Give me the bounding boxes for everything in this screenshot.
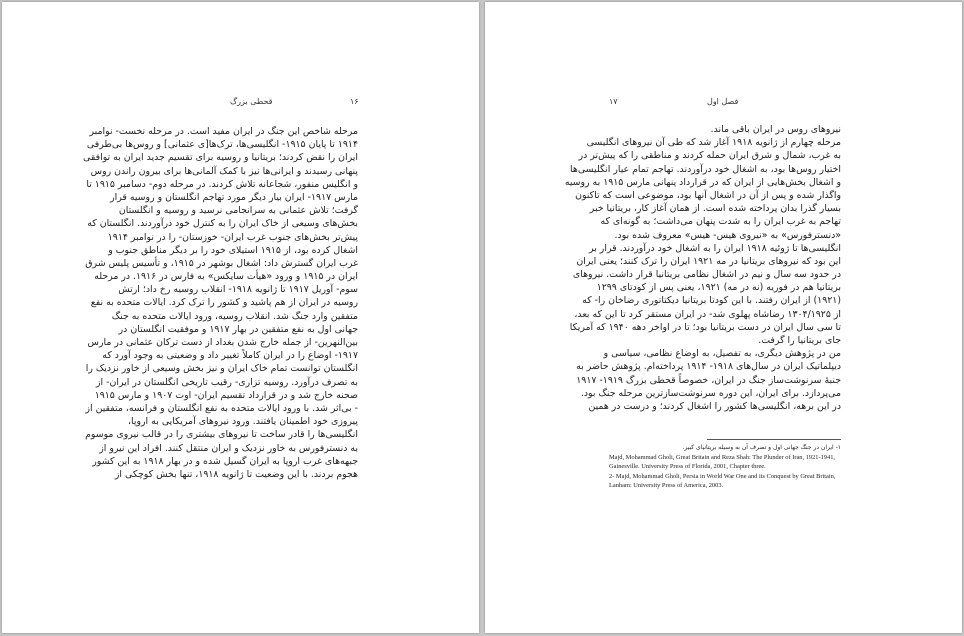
text-line: ۱۹۱۷- اوضاع را در ایران کاملاً تغییر داد و وضعیتی به وجود آورد که [102,350,358,362]
text-line: بین‌النهرین- از جمله خارج شدن بغداد از دست ترکان عثمانی در مارس [87,337,358,348]
text-line: من در پژوهش دیگری، به تفصیل، به اوضاع نظامی، سیاسی و [603,348,841,360]
text-line: (۱۹۲۱) از ایران رفتند. با این کودتا بریتانیا دیکتاتوری رضاخان را- که [582,295,841,307]
running-title: قحطی بزرگ [230,97,273,106]
page-left [2,2,479,633]
footnote: ۱- ایران در جنگ جهانی اول و تصرف آن به وسیله بریتانیای کبیر. [682,444,841,451]
text-line: اختیار روس‌ها بود، به اشغال خود درآوردند. تهاجم تمام عیار انگلیسی‌ها [570,163,841,175]
text-line: صحنه خارج شد و در قرارداد تقسیم ایران- اوت ۱۹۰۷ و مارس ۱۹۱۵ [94,389,358,401]
footnote: Majd, Mohammad Gholi, Great Britain and Reza Shah: The Plunder of Iran, 1921-1941, Gainesville. University Press of Florida, 2001, Chapter three. [609,453,835,471]
text-line: ۱۹۱۴ تا پایان ۱۹۱۵- انگلیسی‌ها، ترک‌ها[ی عثمانی] و روس‌ها بی‌طرفی [86,139,358,151]
text-line: انگلیسی‌ها تا ژوئیه ۱۹۱۸ ایران را به اشغال خود درآوردند. قرار بر [589,242,841,254]
text-line: جبهه‌های غرب اروپا به ایران گسیل شده و در بهار ۱۹۱۸ به این کشور [92,455,358,467]
text-line: تهاجم به غرب ایران را به شدت پنهان می‌داشت؛ به گونه‌ای که [600,216,841,228]
text-line: بریتانیا هم در فوریه (نه در مه) ۱۹۲۱، یعنی پس از کودتای ۱۲۹۹ [596,282,841,294]
text-line: بسیار گذرا بدان پرداخته شده است. از همان آغاز کار، بریتانیا خبر [589,203,841,215]
text-line: انگلیسی‌ها را قادر ساخت تا نیروهای بیشتری را در قالب نیروی موسوم [85,429,358,441]
text-line: سوم- آوریل ۱۹۱۷ تا ژانویه ۱۹۱۸- انقلاب روسیه رخ داد؛ ارتش [118,284,358,296]
text-line: به غرب، شمال و شرق ایران حمله کردند و مناطقی را که پیش‌تر در [578,150,841,162]
text-line: روسیه در ایران از هم پاشید و کشور را ترک کرد. ایالات متحده به نفع [90,297,358,309]
text-line: می‌پردازد. برای ایران، این دوره سرنوشت‌سازترین مرحله جنگ بود. [580,387,841,399]
text-line: و اشغال بخش‌هایی از ایران که در قرارداد پنهانی مارس ۱۹۱۵ به روسیه [564,176,841,188]
text-line: بخش‌های وسیعی از خاک ایران را به کنترل خود درآوردند. انگلستان که [87,218,358,230]
text-line: «دنسترفورس» به «نیروی هیس- هیس» معروف شده بود. [614,229,841,241]
text-line: - بی‌اثر شد. با ورود ایالات متحده به نفع انگلستان و فرانسه، متفقین از [85,402,358,414]
text-line: انگلستان توانست تمام خاک ایران و نیز بخش وسیعی از خاور نزدیک را [85,363,358,375]
body-text [564,123,841,413]
text-line: اشغال کرده بود، از ۱۹۱۵ استیلای خود را بر دیگر مناطق جنوب و [108,244,358,256]
text-line: جای بریتانیا را گرفت. [758,335,841,346]
text-line: این بود که نیروهای بریتانیا در مه ۱۹۲۱ ایران را ترک کنند؛ یعنی ایران [576,255,841,267]
text-line: مرحله شاخص این جنگ در ایران مفید است. در مرحله نخست- نوامبر [89,126,358,137]
body-text [83,125,358,481]
text-line: پیروزی خود اطمینان یافتند. ورود نیروهای آمریکایی به اروپا، [128,416,358,428]
text-line: از ۱۳۰۴/۱۹۲۵ رضاشاه پهلوی شد- در ایران مستقر کرد تا این که بعد، [574,308,841,320]
text-line: دیپلماتیک ایران در سال‌های ۱۹۱۸- ۱۹۱۴ پرداخته‌ام. پژوهش حاضر به [576,361,841,373]
text-line: تا سی سال ایران در دست بریتانیا بود؛ تا در اواخر دهه ۱۹۴۰ که آمریکا [569,321,841,333]
text-line: به تصرف درآورد. روسیه تزاری- رقیب تاریخی انگلستان در ایران- از [95,376,358,388]
text-line: در حدود سه سال و نیم در اشغال نظامی بریتانیا قرار داشت. نیروهای [572,269,841,281]
running-title: فصل اول [707,97,739,106]
text-line: غرب ایران گسترش داد: اشغال بوشهر در ۱۹۱۵، و تأسیس پلیس شرق [85,257,358,269]
text-line: واگذار شده و پس از آن در اشغال آنها بود، موضوعی است که تاکنون [575,189,841,201]
text-line: پیش‌تر بخش‌های جنوب غرب ایران- خوزستان- را در نوامبر ۱۹۱۴ [107,231,358,243]
text-line: به دنسترفورس به خاور نزدیک و ایران منتقل کنند. افراد این نیرو از [99,442,358,454]
page-right [485,2,962,633]
text-line: گرفت؛ تلاش عثمانی به سرانجامی نرسید و روسیه و انگلستان [118,205,358,217]
text-line: جهانی اول به نفع متفقین در بهار ۱۹۱۷ و موفقیت انگلستان در [118,323,358,335]
footnote: 2- Majd, Mohammad Gholi, Persia in World War One and its Conquest by Great Britain, Lanham: University Press of America, 2003. [609,472,836,490]
text-line: مرحله چهارم از ژانویه ۱۹۱۸ آغاز شد که طی آن نیروهای انگلیسی [586,137,841,149]
footnote-divider [707,439,841,440]
footnotes [609,443,841,491]
text-line: نیروهای روس در ایران باقی ماند. [710,124,841,135]
text-line: هجوم بردند. با این وضعیت تا ژانویه ۱۹۱۸، تنها بخش کوچکی از [114,468,358,480]
page-number: ۱۷ [609,97,618,106]
text-line: مارس ۱۹۱۷- ایران بیار دیگر مورد تهاجم انگلستان و روسیه قرار [110,191,358,203]
text-line: در این برهه، انگلیسی‌ها کشور را اشغال کردند؛ و درست در همین [588,400,841,412]
text-line: ایران در ۱۹۱۵ و ورود «هیأت سایکس» به فارس در ۱۹۱۶. در مرحله [94,271,358,283]
text-line: پنهانی رسیدند و ایرانی‌ها نیز با کمک آلمانی‌ها برای بیرون راندن روس [90,165,358,177]
text-line: جنبهٔ سرنوشت‌ساز جنگ در ایران، خصوصاً قحطی بزرگ ۱۹۱۹- ۱۹۱۷ [576,374,841,386]
text-line: متفقین وارد جنگ شد. انقلاب روسیه، ورود ایالات متحده به جنگ [111,310,358,322]
text-line: ایران را نقض کردند؛ بریتانیا و روسیه برای تقسیم جدید ایران به توافقی [83,152,358,164]
page-number: ۱۶ [350,97,359,106]
text-line: و انگلیس منفور، شجاعانه تلاش کردند. در مرحله دوم- دسامبر ۱۹۱۵ تا [86,178,358,190]
